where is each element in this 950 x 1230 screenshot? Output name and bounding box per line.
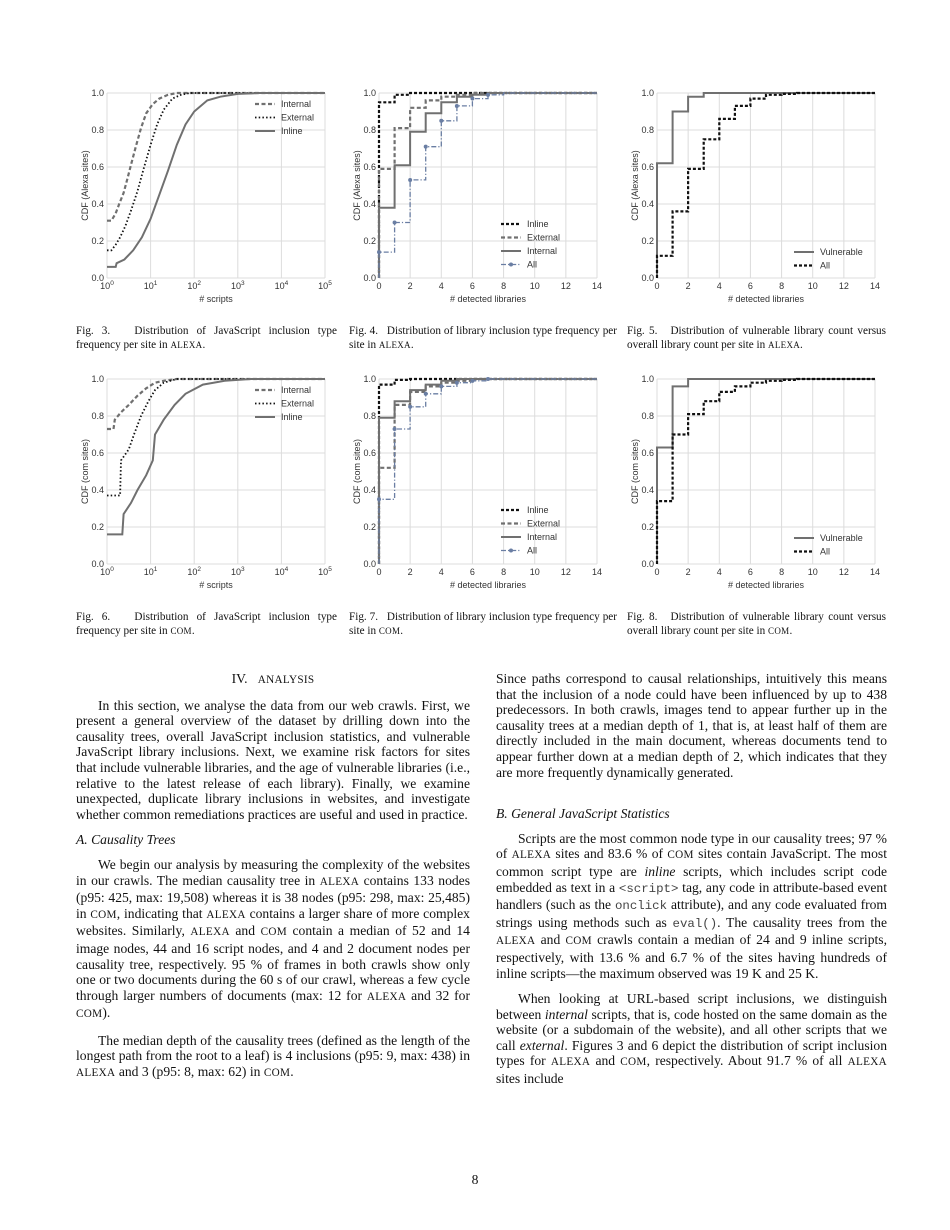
url-scripts-paragraph: When looking at URL-based script inclusions, we distinguish between internal scripts, that is, code hosted on the same domain as the website (or a subdomain of the website), and all other scripts that we call external. Figures 3 and 6 depict the distribution of script inclusion types for ALEXA and COM, respectively. About 91.7 % of all ALEXA sites include <box>496 991 888 1087</box>
data-point <box>470 379 474 383</box>
legend-label: All <box>527 259 538 270</box>
legend-label: All <box>820 260 831 271</box>
figure-7-caption: Fig. 7. Distribution of library inclusion type frequency per site in COM. <box>349 611 617 637</box>
x-tick-label: 12 <box>838 281 849 291</box>
x-tick-label: 6 <box>747 281 753 291</box>
intro-paragraph: In this section, we analyse the data from our web crawls. First, we present a general overview of the dataset by drilling down into the causality trees, overall JavaScript inclusion statistics, and vulnerable JavaScript library inclusions. Next, we examine risk factors for sites that include vulnerable libraries, and the age of vulnerable libraries (i.e., relative to the latest release of each library). Finally, we examine unexpected, duplicate library inclusions in websites, and investigate whether common remediations practices are useful and used in practice. <box>76 697 470 822</box>
x-tick-label: 2 <box>685 281 691 291</box>
x-tick-label: 8 <box>501 567 507 577</box>
y-tick-label: 0.2 <box>91 236 104 246</box>
legend-label: Vulnerable <box>820 533 863 543</box>
x-tick-label: 8 <box>779 281 785 291</box>
x-tick-label: 10 <box>807 281 818 291</box>
x-tick-label: 10 <box>529 567 540 577</box>
x-tick-label: $10^3$ <box>230 280 245 291</box>
y-tick-label: 0.6 <box>91 448 104 458</box>
x-tick-label: 14 <box>869 567 881 577</box>
x-tick-label: $10^1$ <box>143 280 158 291</box>
y-tick-label: 0.0 <box>91 273 104 283</box>
legend-label: Inline <box>281 412 303 422</box>
data-point <box>486 377 490 381</box>
x-tick-label: 0 <box>376 281 382 291</box>
y-tick-label: 0.4 <box>641 485 654 495</box>
data-point <box>439 119 443 123</box>
page-number: 8 <box>471 1172 479 1187</box>
x-tick-label: 12 <box>560 281 571 291</box>
figure-8-caption: Fig. 8. Distribution of vulnerable library count versus overall library count per site in COM. <box>627 611 886 637</box>
y-tick-label: 1.0 <box>91 374 104 384</box>
x-axis-label: # detected libraries <box>449 294 527 304</box>
x-tick-label: 10 <box>807 567 818 577</box>
y-tick-label: 0.8 <box>91 125 104 135</box>
figure-5-chart <box>628 84 890 309</box>
x-tick-label: $10^0$ <box>100 566 114 577</box>
paths-paragraph: Since paths correspond to causal relationships, intuitively this means that the inclusion of a node could have been influenced by up to 438 predecessors. In both crawls, images tend to appear further up in the causality trees at a median depth of 1, that is, at least half of them are directly included in the main document, whereas documents tend to appear further down at a median depth of 2, which indicates that they are more frequently dynamically generated. <box>496 671 887 780</box>
y-tick-label: 0.2 <box>91 522 104 532</box>
causality-paragraph: We begin our analysis by measuring the complexity of the websites in our crawls. The median causality tree in ALEXA contains 133 nodes (p95: 425, max: 19,508) whereas it is 38 nodes (p95: 298, max: 25,485) in COM, indicating that ALEXA contains a larger share of more complex websites. Similarly, ALEXA and COM contain a median of 52 and 14 image nodes, 44 and 16 script nodes, and 4 and 2 document nodes per causality tree, respectively. 95 % of frames in both crawls show only one or two documents during the 60 s of our crawl, whereas a few cycle through larger numbers of documents (max: 12 for ALEXA and 32 for COM). <box>76 856 470 1021</box>
x-tick-label: 12 <box>560 567 571 577</box>
data-point <box>470 97 474 101</box>
x-tick-label: 2 <box>685 567 691 577</box>
x-axis-label: # scripts <box>199 294 233 304</box>
y-tick-label: 0.6 <box>91 162 104 172</box>
data-point <box>377 497 381 501</box>
y-tick-label: 0.8 <box>363 125 376 135</box>
x-tick-label: $10^5$ <box>318 280 332 291</box>
data-point <box>486 93 490 97</box>
x-tick-label: 6 <box>469 281 475 291</box>
legend-label: External <box>527 232 561 243</box>
figure-6-caption: Fig. 6. Distribution of JavaScript inclusion type frequency per site in COM. <box>76 611 337 637</box>
series-line-external <box>379 93 597 278</box>
legend-label: Inline <box>527 219 549 229</box>
y-tick-label: 0.4 <box>91 199 104 209</box>
y-tick-label: 0.6 <box>363 162 376 172</box>
data-point <box>455 104 459 108</box>
x-tick-label: 10 <box>529 281 540 291</box>
legend-label: External <box>527 518 561 529</box>
y-tick-label: 0.2 <box>363 522 376 532</box>
figure-3-caption: Fig. 3. Distribution of JavaScript inclusion type frequency per site in ALEXA. <box>76 325 337 351</box>
legend-label: External <box>281 112 315 123</box>
y-tick-label: 1.0 <box>363 374 376 384</box>
y-tick-label: 0.4 <box>641 199 654 209</box>
x-tick-label: $10^0$ <box>100 280 114 291</box>
legend-marker <box>509 263 513 267</box>
x-tick-label: $10^3$ <box>230 566 245 577</box>
y-tick-label: 0.0 <box>363 559 376 569</box>
y-tick-label: 0.4 <box>91 485 104 495</box>
grid <box>379 93 597 278</box>
x-tick-label: 14 <box>591 567 603 577</box>
y-axis-label: CDF (Alexa sites) <box>80 150 90 221</box>
y-axis-label: CDF (com sites) <box>80 439 90 504</box>
depth-paragraph: The median depth of the causality trees (defined as the length of the longest path from the root to a leaf) is 4 inclusions (p95: 9, max: 438) in ALEXA and 3 (p95: 8, max: 62) in COM. <box>76 1032 470 1080</box>
y-tick-label: 0.8 <box>641 125 654 135</box>
x-tick-label: $10^2$ <box>187 566 202 577</box>
data-point <box>455 381 459 385</box>
x-tick-label: 12 <box>838 567 849 577</box>
data-point <box>393 221 397 225</box>
x-tick-label: 14 <box>591 281 603 291</box>
series-line-internal <box>379 93 597 278</box>
left-column <box>76 671 470 1082</box>
y-tick-label: 0.6 <box>363 448 376 458</box>
y-tick-label: 1.0 <box>641 374 654 384</box>
x-tick-label: $10^5$ <box>318 566 332 577</box>
legend-label: Internal <box>527 532 558 542</box>
y-tick-label: 0.8 <box>363 411 376 421</box>
legend-label: All <box>820 546 831 557</box>
legend-label: All <box>527 545 538 556</box>
y-tick-label: 0.8 <box>641 411 654 421</box>
y-tick-label: 1.0 <box>91 88 104 98</box>
figure-8-chart <box>628 370 890 595</box>
figure-5-caption: Fig. 5. Distribution of vulnerable library count versus overall library count per site in ALEXA. <box>627 325 886 351</box>
y-tick-label: 0.6 <box>641 162 654 172</box>
x-tick-label: $10^2$ <box>187 280 202 291</box>
x-tick-label: $10^1$ <box>143 566 158 577</box>
code-eval: eval() <box>672 916 718 931</box>
x-tick-label: $10^4$ <box>274 280 289 291</box>
legend-label: Internal <box>527 246 558 256</box>
legend-label: Internal <box>281 385 312 395</box>
y-tick-label: 0.0 <box>363 273 376 283</box>
x-tick-label: 0 <box>376 567 382 577</box>
legend-label: External <box>281 398 315 409</box>
data-point <box>377 250 381 254</box>
code-script-tag: <script> <box>618 881 679 896</box>
legend-label: Inline <box>281 126 303 136</box>
x-axis-label: # detected libraries <box>727 580 805 590</box>
data-point <box>424 392 428 396</box>
x-tick-label: 0 <box>654 281 660 291</box>
y-axis-label: CDF (com sites) <box>630 439 640 504</box>
data-point <box>439 384 443 388</box>
section-heading: IV. ANALYSIS <box>231 671 315 686</box>
y-tick-label: 0.0 <box>641 559 654 569</box>
figure-4-caption: Fig. 4. Distribution of library inclusion type frequency per site in ALEXA. <box>349 325 617 351</box>
code-onclick: onclick <box>614 899 668 914</box>
subsection-heading-b: B. General JavaScript Statistics <box>496 806 670 822</box>
x-tick-label: 2 <box>407 281 413 291</box>
y-tick-label: 0.4 <box>363 485 376 495</box>
x-tick-label: $10^4$ <box>274 566 289 577</box>
figure-6-chart <box>78 370 340 595</box>
scripts-paragraph: Scripts are the most common node type in our causality trees; 97 % of ALEXA sites and 83.6 % of COM sites contain JavaScript. The most common script type are inline scripts, which includes script code embedded as text in a <script> tag, any code in attribute-based event handlers (such as the onclick attribute), and any code evaluated from strings using methods such as eval(). The causality trees from the ALEXA and COM crawls contain a median of 24 and 9 inline scripts, respectively, with 13.6 % and 6.7 % of the sites having hundreds of inline scripts—the maximum observed was 19 K and 25 K. <box>496 830 888 981</box>
figure-3-chart <box>78 84 340 309</box>
figure-7-chart <box>350 370 612 595</box>
data-point <box>408 405 412 409</box>
x-tick-label: 8 <box>779 567 785 577</box>
y-tick-label: 1.0 <box>641 88 654 98</box>
x-tick-label: 4 <box>438 281 444 291</box>
y-tick-label: 0.0 <box>641 273 654 283</box>
x-tick-label: 2 <box>407 567 413 577</box>
legend-marker <box>509 549 513 553</box>
y-tick-label: 0.2 <box>363 236 376 246</box>
y-tick-label: 0.8 <box>91 411 104 421</box>
x-tick-label: 14 <box>869 281 881 291</box>
legend-label: Vulnerable <box>820 247 863 257</box>
x-axis-label: # detected libraries <box>727 294 805 304</box>
y-tick-label: 0.0 <box>91 559 104 569</box>
subsection-heading-a: A. Causality Trees <box>76 832 176 848</box>
x-tick-label: 8 <box>501 281 507 291</box>
y-tick-label: 0.4 <box>363 199 376 209</box>
y-axis-label: CDF (com sites) <box>352 439 362 504</box>
legend-label: Inline <box>527 505 549 515</box>
x-tick-label: 4 <box>716 567 722 577</box>
y-tick-label: 0.2 <box>641 522 654 532</box>
x-tick-label: 6 <box>469 567 475 577</box>
y-tick-label: 0.2 <box>641 236 654 246</box>
data-point <box>424 145 428 149</box>
right-column <box>496 671 887 1087</box>
figure-4-chart <box>350 84 612 309</box>
x-axis-label: # detected libraries <box>449 580 527 590</box>
x-tick-label: 4 <box>716 281 722 291</box>
y-axis-label: CDF (Alexa sites) <box>630 150 640 221</box>
data-point <box>393 427 397 431</box>
x-tick-label: 0 <box>654 567 660 577</box>
x-tick-label: 4 <box>438 567 444 577</box>
legend-label: Internal <box>281 99 312 109</box>
y-tick-label: 0.6 <box>641 448 654 458</box>
series-line-inline <box>379 93 597 278</box>
y-axis-label: CDF (Alexa sites) <box>352 150 362 221</box>
series-line-all <box>379 93 597 278</box>
data-point <box>408 178 412 182</box>
x-tick-label: 6 <box>747 567 753 577</box>
y-tick-label: 1.0 <box>363 88 376 98</box>
series-line-external <box>107 379 325 496</box>
x-axis-label: # scripts <box>199 580 233 590</box>
